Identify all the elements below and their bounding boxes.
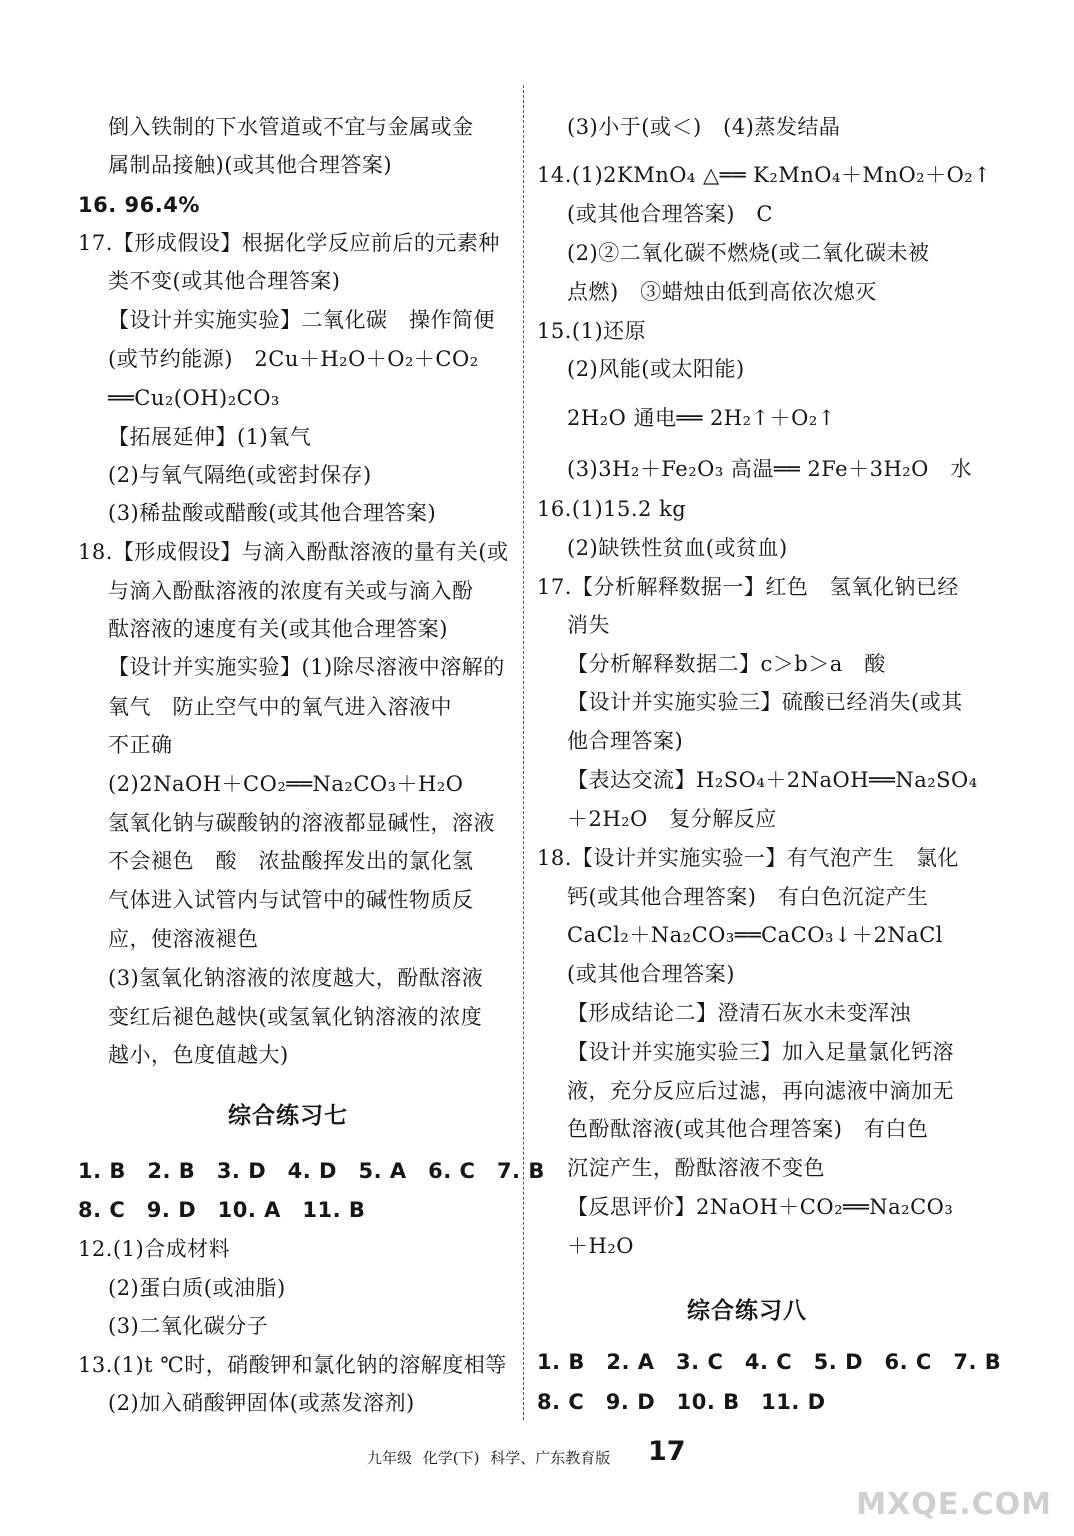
answer-line: 【设计并实施实验】(1)除尽溶液中溶解的 xyxy=(108,655,505,679)
equation-line: 【表达交流】H₂SO₄＋2NaOH══Na₂SO₄ xyxy=(567,768,978,792)
equation-line: ══Cu₂(OH)₂CO₃ xyxy=(108,386,280,410)
answer-line: ＋2H₂O 复分解反应 xyxy=(567,807,777,831)
equation-line: 【反思评价】2NaOH＋CO₂══Na₂CO₃ xyxy=(567,1195,954,1219)
mc-answers: 8. C 9. D 10. A 11. B xyxy=(78,1198,366,1222)
equation-line: CaCl₂＋Na₂CO₃══CaCO₃↓＋2NaCl xyxy=(567,923,944,947)
answer-line: (或其他合理答案) C xyxy=(567,202,773,226)
equation-line: ＋H₂O xyxy=(567,1234,634,1258)
answer-line: 【设计并实施实验三】加入足量氯化钙溶 xyxy=(567,1040,954,1064)
section-heading-7: 综合练习七 xyxy=(228,1103,348,1129)
answer-line: 氧气 防止空气中的氧气进入溶液中 xyxy=(108,695,452,719)
answer-line: 【分析解释数据二】c＞b＞a 酸 xyxy=(567,652,886,676)
equation-line: (2)2NaOH＋CO₂══Na₂CO₃＋H₂O xyxy=(108,772,464,796)
equation-line: 2H₂O 通电══ 2H₂↑＋O₂↑ xyxy=(567,406,836,430)
answer-line: (3)稀盐酸或醋酸(或其他合理答案) xyxy=(108,501,437,525)
equation-line: (或节约能源) 2Cu＋H₂O＋O₂＋CO₂ xyxy=(108,347,479,371)
answer-line: 沉淀产生，酚酞溶液不变色 xyxy=(567,1156,825,1180)
answer-line: (2)加入硝酸钾固体(或蒸发溶剂) xyxy=(108,1391,415,1415)
answer-line: 属制品接触)(或其他合理答案) xyxy=(108,153,393,177)
footer-subject: 化学(下) xyxy=(422,1449,480,1467)
answer-line: 不会褪色 酸 浓盐酸挥发出的氯化氢 xyxy=(108,849,474,873)
answer-line: (2)蛋白质(或油脂) xyxy=(108,1276,286,1300)
answer-line: 与滴入酚酞溶液的浓度有关或与滴入酚 xyxy=(108,579,474,603)
answer-16: 16. 96.4% xyxy=(78,193,200,217)
answer-line: 【设计并实施实验三】硫酸已经消失(或其 xyxy=(567,690,963,714)
answer-13: 13.(1)t ℃时，硝酸钾和氯化钠的溶解度相等 xyxy=(78,1353,507,1377)
answer-line: 不正确 xyxy=(108,733,173,757)
answer-line: (2)②二氧化碳不燃烧(或二氧化碳未被 xyxy=(567,241,930,265)
answer-line: 应，使溶液褪色 xyxy=(108,927,259,951)
answer-line: 越小，色度值越大) xyxy=(108,1043,289,1067)
mc-answers: 1. B 2. B 3. D 4. D 5. A 6. C 7. B xyxy=(78,1159,545,1183)
answer-15: 15.(1)还原 xyxy=(537,319,647,343)
answer-line: 倒入铁制的下水管道或不宜与金属或金 xyxy=(108,115,474,139)
answer-line: 液，充分反应后过滤，再向滤液中滴加无 xyxy=(567,1079,954,1103)
answer-line: (2)缺铁性贫血(或贫血) xyxy=(567,536,788,560)
answer-17: 17.【分析解释数据一】红色 氢氧化钠已经 xyxy=(537,575,959,599)
footer-grade: 九年级 xyxy=(367,1449,413,1467)
answer-line: 他合理答案) xyxy=(567,729,684,753)
answer-18: 18.【形成假设】与滴入酚酞溶液的量有关(或 xyxy=(78,540,509,564)
answer-18: 18.【设计并实施实验一】有气泡产生 氯化 xyxy=(537,846,959,870)
watermark-logo: MXQE.COM xyxy=(856,1487,1052,1522)
mc-answers: 8. C 9. D 10. B 11. D xyxy=(537,1390,826,1414)
answer-line: (或其他合理答案) xyxy=(567,962,735,986)
answer-line: 氢氧化钠与碳酸钠的溶液都显碱性，溶液 xyxy=(108,811,495,835)
answer-line: 类不变(或其他合理答案) xyxy=(108,269,341,293)
answer-17: 17.【形成假设】根据化学反应前后的元素种 xyxy=(78,231,500,255)
mc-answers: 1. B 2. A 3. C 4. C 5. D 6. C 7. B xyxy=(537,1350,1002,1374)
answer-line: (3)二氧化碳分子 xyxy=(108,1314,269,1338)
answer-line: 钙(或其他合理答案) 有白色沉淀产生 xyxy=(567,885,929,909)
section-heading-8: 综合练习八 xyxy=(687,1298,807,1324)
answer-16: 16.(1)15.2 kg xyxy=(537,497,687,521)
footer-edition: 科学、广东教育版 xyxy=(490,1449,611,1467)
answer-12: 12.(1)合成材料 xyxy=(78,1237,231,1261)
page-footer xyxy=(367,1447,616,1468)
column-divider xyxy=(523,85,524,1420)
answer-line: (2)风能(或太阳能) xyxy=(567,357,745,381)
answer-line: 消失 xyxy=(567,613,610,637)
answer-line: 色酚酞溶液(或其他合理答案) 有白色 xyxy=(567,1117,929,1141)
answer-line: 【形成结论二】澄清石灰水未变浑浊 xyxy=(567,1001,911,1025)
answer-line: (3)小于(或＜) (4)蒸发结晶 xyxy=(567,115,841,139)
equation-line: (3)3H₂＋Fe₂O₃ 高温══ 2Fe＋3H₂O 水 xyxy=(567,457,972,481)
answer-line: 点燃) ③蜡烛由低到高依次熄灭 xyxy=(567,280,877,304)
answer-line: (2)与氧气隔绝(或密封保存) xyxy=(108,463,372,487)
answer-line: 气体进入试管内与试管中的碱性物质反 xyxy=(108,888,474,912)
answer-line: (3)氢氧化钠溶液的浓度越大，酚酞溶液 xyxy=(108,966,484,990)
answer-line: 【拓展延伸】(1)氧气 xyxy=(108,425,312,449)
answer-14: 14.(1)2KMnO₄ △══ K₂MnO₄＋MnO₂＋O₂↑ xyxy=(537,163,992,187)
page-number: 17 xyxy=(648,1436,686,1467)
answer-line: 变红后褪色越快(或氢氧化钠溶液的浓度 xyxy=(108,1005,483,1029)
answer-line: 【设计并实施实验】二氧化碳 操作简便 xyxy=(108,308,495,332)
answer-line: 酞溶液的速度有关(或其他合理答案) xyxy=(108,617,448,641)
